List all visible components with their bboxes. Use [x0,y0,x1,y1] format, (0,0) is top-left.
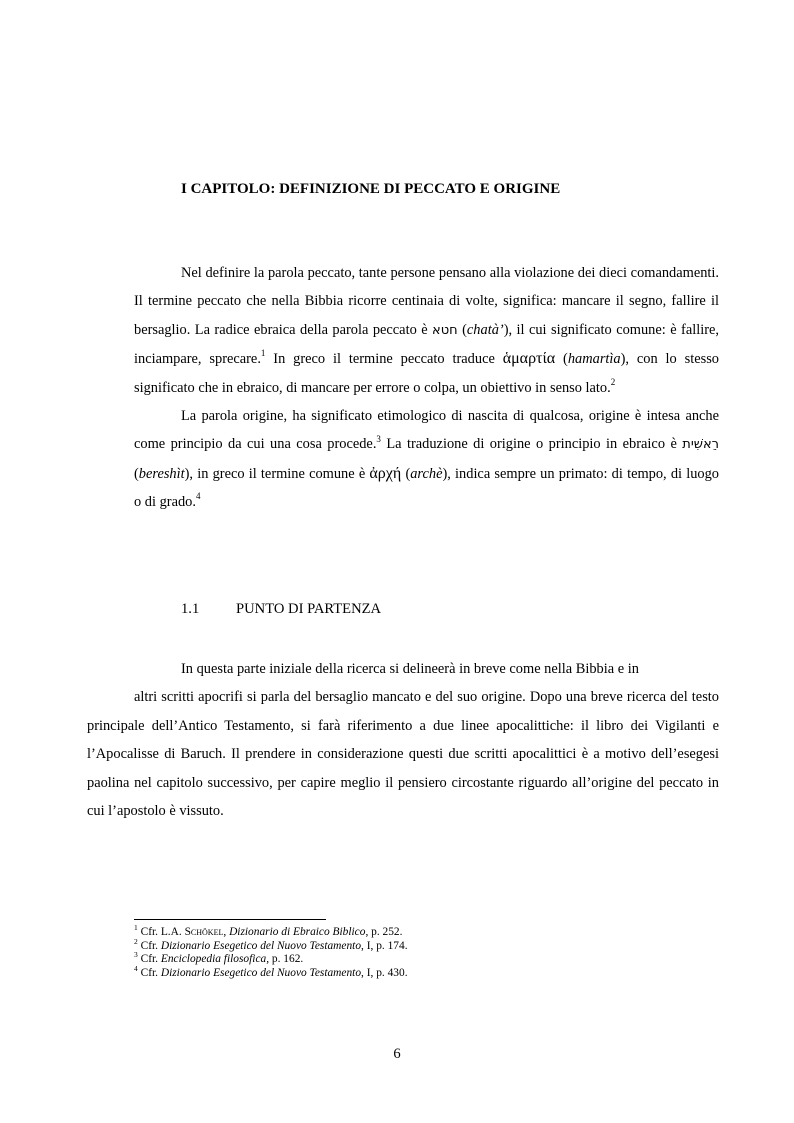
footnote-1: $^1$ Cfr. L.A. Schökel, Dizionario di Ebraico Biblico, p. 252. [134,923,403,938]
footnote-ref-1[interactable]: 1 [260,348,266,359]
footnotes [134,923,719,980]
intro-paragraph-1: Nel definire la parola peccato, tante persone pensano alla violazione dei dieci comandamenti. Il termine peccato che nella Bibbia ricorre centinaia di volte, significa: mancare il segno, fallire il bersaglio. La radice ebraica della parola peccato è חטא (chatà’), il cui significato comune: è fallire, inciampare, sprecare.$^1$ In greco il termine peccato traduce ἁμαρτία (hamartìa), con lo stesso significato che in ebraico, di mancare per errore o colpa, un obiettivo in senso lato.$^2$ [134,265,719,396]
footnote-divider [134,919,326,920]
chapter-title: I CAPITOLO: DEFINIZIONE DI PECCATO E ORIGINE [181,181,561,197]
transliteration-hamartia: hamartìa [567,351,621,368]
hebrew-chata: חטא [432,322,458,338]
footnote-4: $^4$ Cfr. Dizionario Esegetico del Nuovo Testamento, I, p. 430. [134,963,408,979]
transliteration-bereshit: bereshìt [138,465,185,482]
footnote-3: $^3$ Cfr. Enciclopedia filosofica, p. 162. [134,950,304,965]
section-heading [181,601,381,618]
intro-text [134,259,719,517]
footnote-2: $^2$ Cfr. Dizionario Esegetico del Nuovo Testamento, I, p. 174. [134,936,408,952]
transliteration-arche: archè [410,465,443,482]
section-paragraph: In questa parte iniziale della ricerca si delineerà in breve come nella Bibbia e in altri scritti apocrifi si parla del bersaglio mancato e del suo origine. Dopo una breve ricerca del testo principale dell’Antico Testamento, si farà riferimento a due linee apocalittiche: il libro dei Vigilanti e l’Apocalisse di Baruch. Il prendere in considerazione questi due scritti apocalittici è a motivo dell’esegesi paolina nel capitolo successivo, per capire meglio il pensiero circostante riguardo all’origine del peccato in cui l’apostolo è vissuto. [87,661,719,820]
greek-arche: ἀρχή [369,464,402,482]
intro-paragraph-2: La parola origine, ha significato etimologico di nascita di qualcosa, origine è intesa anche come principio da cui una cosa procede.$^3$ La traduzione di origine o principio in ebraico è רֵאשִׁית (bereshìt), in greco il termine comune è ἀρχή (archè), indica sempre un primato: di tempo, di luogo o di grado.$^4$ [134,408,719,511]
hebrew-bereshit: רֵאשִׁית [682,437,719,453]
section-title: PUNTO DI PARTENZA [236,601,382,617]
footnote-ref-3[interactable]: 3 [376,433,381,444]
section-text [87,655,719,825]
footnote-ref-4[interactable]: 4 [195,491,201,502]
greek-hamartia: ἁμαρτία [502,350,556,368]
footnote-ref-2[interactable]: 2 [610,376,616,387]
page-number: 6 [393,1046,401,1062]
section-number: 1.1 [181,601,200,617]
transliteration-chata: chatà’ [466,321,504,338]
